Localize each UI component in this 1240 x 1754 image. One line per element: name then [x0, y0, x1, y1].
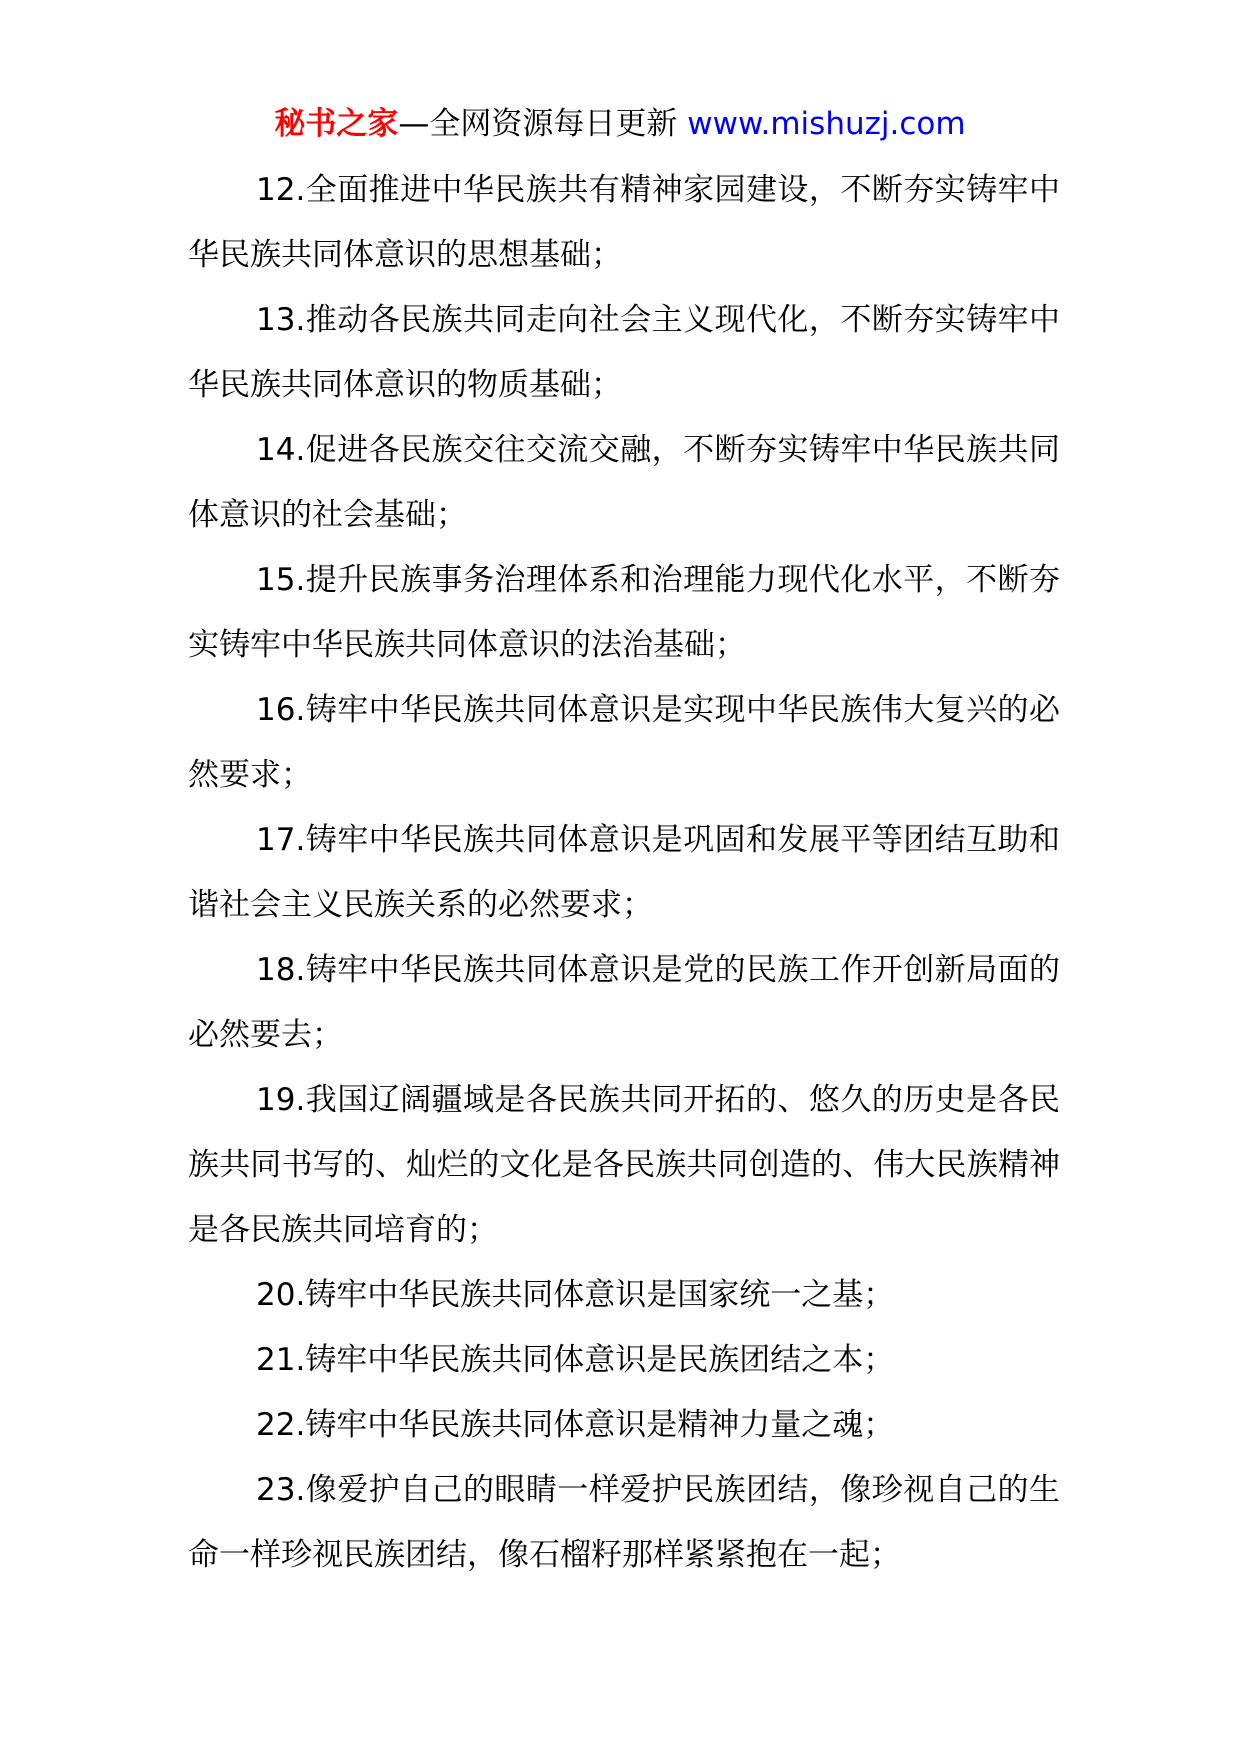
paragraph-23: 23.像爱护自己的眼睛一样爱护民族团结，像珍视自己的生命一样珍视民族团结，像石榴籽那样紧紧抱在一起； — [188, 1472, 1060, 1573]
paragraph-19: 19.我国辽阔疆域是各民族共同开拓的、悠久的历史是各民族共同书写的、灿烂的文化是各民族共同创造的、伟大民族精神是各民族共同培育的； — [188, 1082, 1060, 1248]
paragraph-12: 12.全面推进中华民族共有精神家园建设，不断夯实铸牢中华民族共同体意识的思想基础； — [188, 172, 1060, 273]
paragraph-17: 17.铸牢中华民族共同体意识是巩固和发展平等团结互助和谐社会主义民族关系的必然要求； — [188, 822, 1060, 923]
paragraph-20: 20.铸牢中华民族共同体意识是国家统一之基； — [256, 1277, 895, 1313]
site-url-link[interactable]: www.mishuzj.com — [687, 106, 966, 142]
paragraph-14: 14.促进各民族交往交流交融，不断夯实铸牢中华民族共同体意识的社会基础； — [188, 432, 1060, 533]
document-body — [188, 158, 1060, 1588]
paragraph-13: 13.推动各民族共同走向社会主义现代化，不断夯实铸牢中华民族共同体意识的物质基础； — [188, 302, 1060, 403]
paragraph-18: 18.铸牢中华民族共同体意识是党的民族工作开创新局面的必然要去； — [188, 952, 1060, 1053]
paragraph-21: 21.铸牢中华民族共同体意识是民族团结之本； — [256, 1342, 895, 1378]
brand-name: 秘书之家 — [274, 106, 399, 142]
header-tagline: —全网资源每日更新 — [398, 106, 688, 142]
page-header — [0, 100, 1240, 148]
paragraph-22: 22.铸牢中华民族共同体意识是精神力量之魂； — [256, 1407, 895, 1443]
paragraph-16: 16.铸牢中华民族共同体意识是实现中华民族伟大复兴的必然要求； — [188, 692, 1060, 793]
paragraph-15: 15.提升民族事务治理体系和治理能力现代化水平，不断夯实铸牢中华民族共同体意识的法治基础； — [188, 562, 1060, 663]
